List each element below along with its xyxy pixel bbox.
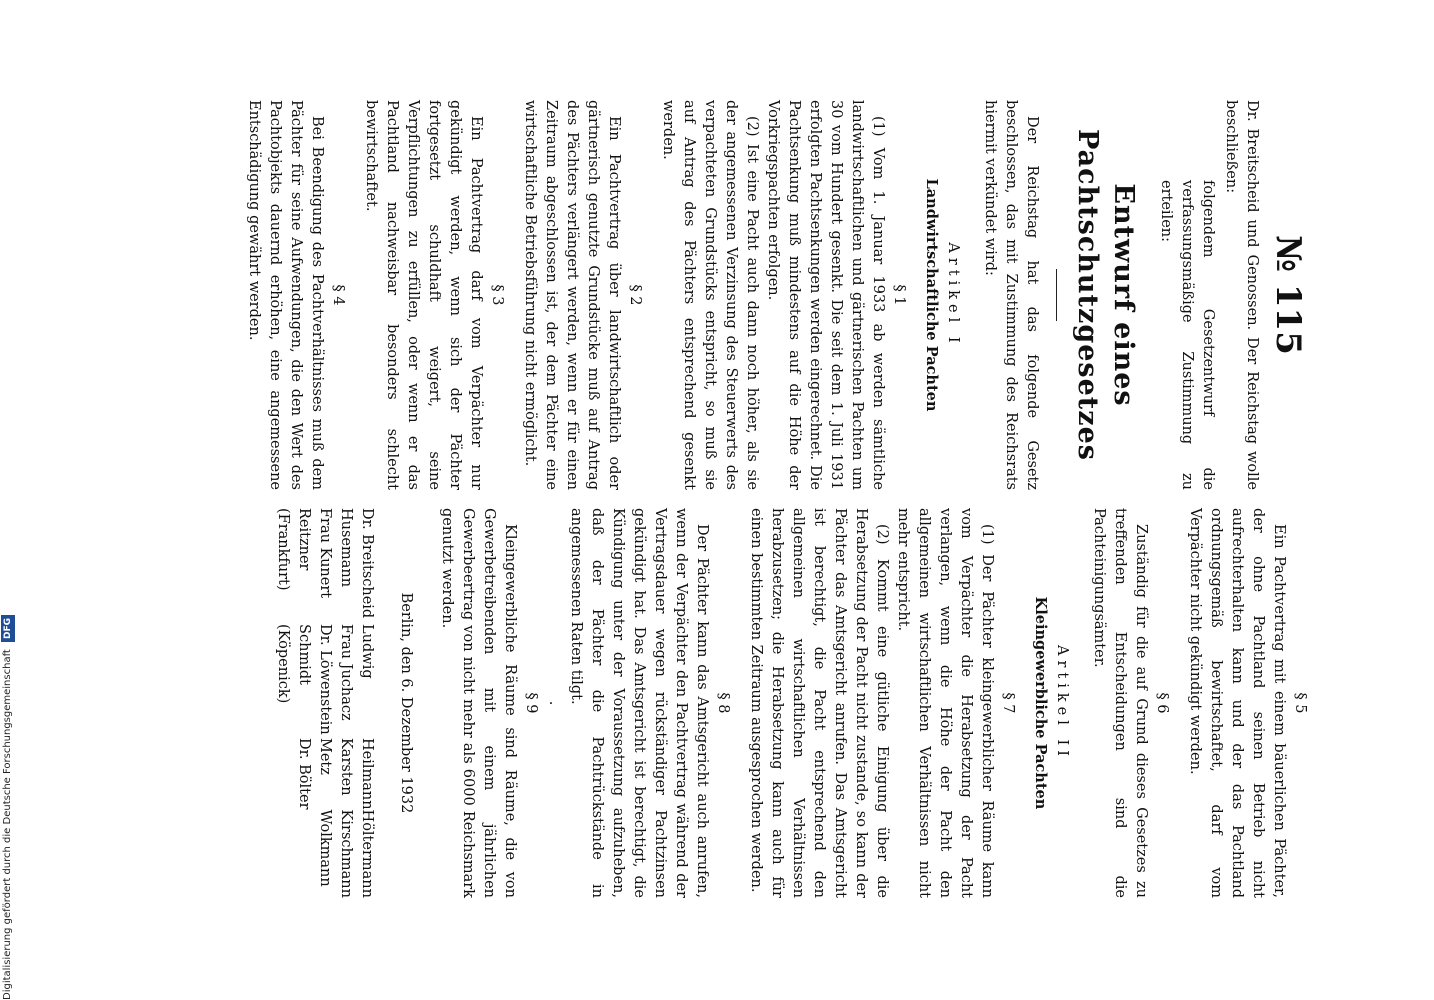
- signatory: Ludwig: [359, 624, 375, 679]
- article-2-label: Artikel II: [1054, 645, 1070, 761]
- section-6-label: § 6: [1154, 692, 1170, 714]
- signatory: Kirschmann: [338, 809, 354, 898]
- signatory: Heilmann: [359, 737, 375, 810]
- rotated-document-page: [246, 100, 1310, 910]
- section-2-label: § 2: [627, 284, 643, 306]
- signatory: Metz: [317, 737, 333, 775]
- signatory: Höltermann: [359, 809, 375, 898]
- section-2-text: Ein Pachtvertrag über landwirtschaftlich oder gärtnerisch genutzte Grundstücke muß auf Antrag des Pächters verlängert werden, wenn er für einen Zeitraum abgeschlossen ist, der dem Pächter eine wirtschaftliche Betriebsführung nicht ermöglicht.: [522, 100, 622, 490]
- signatory: Dr. Bölter: [296, 737, 312, 810]
- article-1-label: Artikel I: [945, 242, 961, 348]
- signatory: Dr. Breitscheid: [359, 508, 375, 619]
- signatory-row: [335, 508, 356, 898]
- separator-dot: ·: [542, 700, 558, 706]
- section-1-paragraph-1: (1) Vom 1. Januar 1933 ab werden sämtliche landwirtschaftlichen und gärtnerischen Pachten um 30 vom Hundert gesenkt. Die seit dem 1. Juli 1931 erfolgten Pachtsenkungen werden eingerechnet. Die Pachtsenkung muß mindestens auf die Höhe der Vorkriegspachten erfolgen.: [765, 100, 886, 490]
- section-7-label: § 7: [1000, 692, 1016, 714]
- document-number: № 115: [1268, 235, 1308, 355]
- signatory: Husemann: [338, 508, 354, 588]
- section-1-paragraph-2: (2) Ist eine Pacht auch dann noch höher, als sie der angemessenen Verzinsung des Steuerwerts des verpachteten Grundstücks entspricht, so muß sie auf Antrag des Pächters entsprechend gesenkt werden.: [660, 100, 760, 490]
- section-1-label: § 1: [891, 284, 907, 306]
- section-4-label: § 4: [330, 284, 346, 306]
- left-column: [243, 100, 1310, 490]
- section-7-paragraph-1: (1) Der Pächter kleingewerblicher Räume kann vom Verpächter die Herabsetzung der Pacht verlangen, wenn die Höhe der Pacht den allgemeinen wirtschaftlichen Verhältnissen nicht mehr entspricht.: [895, 508, 995, 898]
- section-9-text: Kleingewerbliche Räume sind Räume, die von Gewerbetreibenden mit einem jährlichen Gewerbeertrag von nicht mehr als 6000 Reichsmark genutzt werden.: [439, 508, 518, 898]
- section-7-paragraph-2: (2) Kommt eine gütliche Einigung über die Herabsetzung der Pacht nicht zustande, so kann der Pächter das Amtsgericht anrufen. Das Amtsgericht ist berechtigt, die Pacht entsprechend den allgemeinen wirtschaftlichen Verhältnissen herabzusetzen; die Herabsetzung kann auch für einen bestimmten Zeitraum ausgesprochen werden.: [748, 508, 890, 898]
- section-3-text: Ein Pachtvertrag darf vom Verpächter nur gekündigt werden, wenn sich der Pächter fortgesetzt schuldhaft weigert, seine Verpflichtungen zu erfüllen, oder wenn er das Pachtland nachweisbar besonders schlecht bewirtschaftet.: [363, 100, 484, 490]
- right-column: [272, 508, 1310, 898]
- signatory: Karsten: [338, 737, 354, 796]
- signatory: [272, 810, 314, 898]
- signatory-row: [356, 508, 377, 898]
- article-1-title: Landwirtschaftliche Pachten: [923, 178, 940, 412]
- signatory: Schmidt (Köpenick): [275, 624, 312, 704]
- motion-intro: Dr. Breitscheid und Genossen. Der Reichstag wolle beschließen:: [1223, 100, 1260, 490]
- section-8-text: Der Pächter kann das Amtsgericht auch anrufen, wenn der Verpächter den Pachtvertrag während der Vertragsdauer wegen rückständiger Pachtzinsen gekündigt hat. Das Amtsgericht ist berechtigt, die Kündigung unter der Voraussetzung aufzuheben, daß der Pächter die Pachtrückstände in angemessenen Raten tilgt.: [568, 508, 710, 898]
- dfg-logo: DFG: [1, 615, 15, 642]
- signatory: Wolkmann: [317, 809, 333, 887]
- signatory-row: [272, 508, 314, 898]
- signatory-row: [314, 508, 335, 898]
- credit-text: Digitalisierung gefördert durch die Deutsche Forschungsgemeinschaft: [2, 649, 13, 1000]
- document-title: Entwurf eines Pachtschutzgesetzes: [1072, 129, 1139, 461]
- section-5-text: Ein Pachtvertrag mit einem bäuerlichen Pächter, der ohne Pachtland seinen Betrieb nicht aufrechterhalten kann und der das Pachtland ordnungsgemäß bewirtschaftet, darf vom Verpächter nicht gekündigt werden.: [1187, 508, 1287, 898]
- signatory: Frau Juchacz: [338, 624, 354, 721]
- section-6-text: Zuständig für die auf Grund dieses Gesetzes zu treffenden Entscheidungen sind die Pachteinigungsämter.: [1091, 508, 1149, 898]
- signatories-table: [272, 508, 377, 898]
- section-9-label: § 9: [523, 692, 539, 714]
- section-5-label: § 5: [1292, 692, 1308, 714]
- signatory: Reitzner (Frankfurt): [275, 508, 312, 591]
- article-2-title: Kleingewerbliche Pachten: [1032, 596, 1049, 810]
- title-divider: [1056, 269, 1057, 321]
- section-3-label: § 3: [489, 284, 505, 306]
- section-4-text: Bei Beendigung des Pachtverhältnisses muß dem Pächter für seine Aufwendungen, die den Wert des Pachtobjekts dauernd erhöhen, eine angemessene Entschädigung gewährt werden.: [246, 100, 325, 490]
- preamble: Der Reichstag hat das folgende Gesetz beschlossen, das mit Zustimmung des Reichsrats hiermit verkündet wird:: [982, 100, 1040, 490]
- motion-proposal: folgendem Gesetzentwurf die verfassungsmäßige Zustimmung zu erteilen:: [1158, 180, 1216, 490]
- signing-date: Berlin, den 6. Dezember 1932: [398, 592, 414, 814]
- signatory: Dr. Löwenstein: [317, 624, 333, 735]
- digitization-credit: [1, 600, 15, 1000]
- signatory: Frau Kunert: [317, 508, 333, 599]
- section-8-label: § 8: [715, 692, 731, 714]
